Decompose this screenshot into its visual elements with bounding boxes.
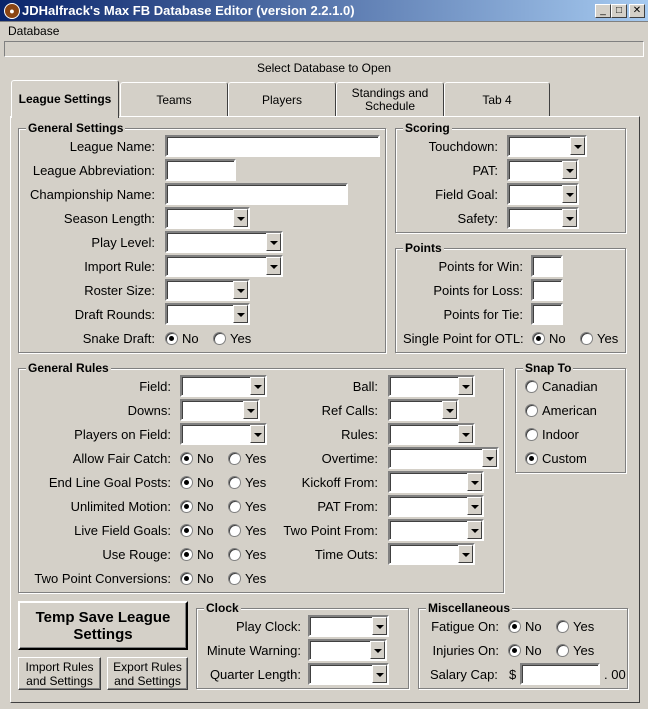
two-pt-from-label: Two Point From: xyxy=(283,523,378,538)
players-on-field-label: Players on Field: xyxy=(74,427,171,442)
use-rouge-no-label: No xyxy=(197,547,214,562)
menu-database[interactable]: Database xyxy=(8,24,60,38)
safety-select[interactable] xyxy=(507,207,579,229)
fair-catch-no-radio[interactable] xyxy=(180,452,193,465)
rules-select[interactable] xyxy=(388,423,475,445)
chevron-down-icon[interactable] xyxy=(250,425,265,443)
minute-warning-select[interactable] xyxy=(308,639,387,661)
season-length-select[interactable] xyxy=(165,207,250,229)
use-rouge-no-radio[interactable] xyxy=(180,548,193,561)
ref-calls-select[interactable] xyxy=(388,399,459,421)
otl-yes-label: Yes xyxy=(597,331,619,346)
ref-calls-label: Ref Calls: xyxy=(321,403,378,418)
quarter-length-select[interactable] xyxy=(308,663,389,685)
window-title: JDHalfrack's Max FB Database Editor (version 2.2.1.0) xyxy=(22,3,355,18)
snake-draft-yes-label: Yes xyxy=(230,331,252,346)
downs-select[interactable] xyxy=(180,399,260,421)
points-title: Points xyxy=(405,241,442,255)
fair-catch-label: Allow Fair Catch: xyxy=(72,451,171,466)
points-group xyxy=(395,241,626,353)
play-clock-label: Play Clock: xyxy=(235,619,301,634)
injuries-no-radio[interactable] xyxy=(508,644,521,657)
two-pt-conv-yes-label: Yes xyxy=(245,571,267,586)
roster-size-select[interactable] xyxy=(165,279,250,301)
league-name-input[interactable] xyxy=(165,135,380,157)
chevron-down-icon[interactable] xyxy=(250,377,265,395)
pat-from-label: PAT From: xyxy=(317,499,378,514)
kickoff-from-select[interactable] xyxy=(388,471,484,493)
app-football-icon[interactable]: ● xyxy=(4,3,20,19)
snap-to-group xyxy=(515,361,626,473)
otl-label: Single Point for OTL: xyxy=(403,331,524,346)
live-fg-yes-label: Yes xyxy=(245,523,267,538)
points-win-input[interactable] xyxy=(531,255,563,277)
import-rules-button[interactable]: Import Rules and Settings xyxy=(18,657,101,690)
import-rule-select[interactable] xyxy=(165,255,283,277)
field-select[interactable] xyxy=(180,375,267,397)
fatigue-yes-label: Yes xyxy=(573,619,595,634)
unlimited-motion-no-label: No xyxy=(197,499,214,514)
snap-custom-label: Custom xyxy=(542,451,587,466)
snap-custom-radio[interactable] xyxy=(525,452,538,465)
otl-no-radio[interactable] xyxy=(532,332,545,345)
pat-label: PAT: xyxy=(472,163,498,178)
points-loss-input[interactable] xyxy=(531,279,563,301)
points-tie-input[interactable] xyxy=(531,303,563,325)
chevron-down-icon[interactable] xyxy=(442,401,457,419)
live-fg-label: Live Field Goals: xyxy=(74,523,171,538)
chevron-down-icon[interactable] xyxy=(458,377,473,395)
touchdown-label: Touchdown: xyxy=(428,139,498,154)
scoring-title: Scoring xyxy=(405,121,450,135)
use-rouge-label: Use Rouge: xyxy=(102,547,171,562)
live-fg-yes-radio[interactable] xyxy=(228,524,241,537)
unlimited-motion-label: Unlimited Motion: xyxy=(70,499,171,514)
tab-standings-schedule[interactable]: Standings and Schedule xyxy=(336,82,444,117)
pat-select[interactable] xyxy=(507,159,579,181)
snake-draft-yes-radio[interactable] xyxy=(213,332,226,345)
chevron-down-icon[interactable] xyxy=(467,497,482,515)
chevron-down-icon[interactable] xyxy=(233,281,248,299)
chevron-down-icon[interactable] xyxy=(266,257,281,275)
otl-no-label: No xyxy=(549,331,566,346)
minute-warning-label: Minute Warning: xyxy=(206,643,301,658)
time-outs-label: Time Outs: xyxy=(314,547,378,562)
tab-players[interactable]: Players xyxy=(228,82,336,117)
snap-american-radio[interactable] xyxy=(525,404,538,417)
injuries-label: Injuries On: xyxy=(432,643,499,658)
play-level-label: Play Level: xyxy=(91,235,155,250)
miscellaneous-group xyxy=(418,601,628,689)
chevron-down-icon[interactable] xyxy=(570,137,585,155)
overtime-select[interactable] xyxy=(388,447,499,469)
downs-label: Downs: xyxy=(127,403,171,418)
chevron-down-icon[interactable] xyxy=(372,617,387,635)
points-loss-label: Points for Loss: xyxy=(433,283,523,298)
chevron-down-icon[interactable] xyxy=(562,185,577,203)
salary-cap-label: Salary Cap: xyxy=(430,667,498,682)
unlimited-motion-yes-label: Yes xyxy=(245,499,267,514)
progress-bar xyxy=(4,41,644,57)
fair-catch-yes-label: Yes xyxy=(245,451,267,466)
use-rouge-yes-label: Yes xyxy=(245,547,267,562)
dollar-sign: $ xyxy=(509,667,517,682)
minimize-button[interactable]: _ xyxy=(595,4,611,18)
fatigue-yes-radio[interactable] xyxy=(556,620,569,633)
draft-rounds-label: Draft Rounds: xyxy=(74,307,155,322)
season-length-label: Season Length: xyxy=(63,211,155,226)
salary-cents: . 00 xyxy=(604,667,626,682)
roster-size-label: Roster Size: xyxy=(84,283,155,298)
select-database-label: Select Database to Open xyxy=(256,61,392,75)
snake-draft-label: Snake Draft: xyxy=(82,331,155,346)
clock-title: Clock xyxy=(206,601,239,615)
two-pt-from-select[interactable] xyxy=(388,519,484,541)
unlimited-motion-no-radio[interactable] xyxy=(180,500,193,513)
fatigue-no-radio[interactable] xyxy=(508,620,521,633)
miscellaneous-title: Miscellaneous xyxy=(428,601,511,615)
pat-from-select[interactable] xyxy=(388,495,484,517)
chevron-down-icon[interactable] xyxy=(467,521,482,539)
general-settings-group xyxy=(18,121,386,353)
general-rules-title: General Rules xyxy=(28,361,109,375)
snake-draft-no-label: No xyxy=(182,331,199,346)
live-fg-no-label: No xyxy=(197,523,214,538)
tab-4[interactable]: Tab 4 xyxy=(444,82,550,117)
end-line-label: End Line Goal Posts: xyxy=(48,475,171,490)
chevron-down-icon[interactable] xyxy=(233,209,248,227)
live-fg-no-radio[interactable] xyxy=(180,524,193,537)
league-abbr-input[interactable] xyxy=(165,159,236,181)
championship-input[interactable] xyxy=(165,183,348,205)
chevron-down-icon[interactable] xyxy=(243,401,258,419)
overtime-label: Overtime: xyxy=(321,451,378,466)
chevron-down-icon[interactable] xyxy=(562,161,577,179)
snap-canadian-radio[interactable] xyxy=(525,380,538,393)
import-rule-label: Import Rule: xyxy=(84,259,155,274)
chevron-down-icon[interactable] xyxy=(266,233,281,251)
chevron-down-icon[interactable] xyxy=(458,425,473,443)
injuries-yes-label: Yes xyxy=(573,643,595,658)
two-pt-conv-label: Two Point Conversions: xyxy=(34,571,171,586)
field-goal-label: Field Goal: xyxy=(435,187,498,202)
chevron-down-icon[interactable] xyxy=(370,641,385,659)
ball-select[interactable] xyxy=(388,375,475,397)
chevron-down-icon[interactable] xyxy=(467,473,482,491)
injuries-no-label: No xyxy=(525,643,542,658)
two-pt-conv-no-label: No xyxy=(197,571,214,586)
ball-label: Ball: xyxy=(352,379,378,394)
unlimited-motion-yes-radio[interactable] xyxy=(228,500,241,513)
championship-label: Championship Name: xyxy=(29,187,155,202)
tab-league-settings[interactable]: League Settings xyxy=(11,80,119,118)
snap-to-title: Snap To xyxy=(525,361,572,375)
league-name-label: League Name: xyxy=(69,139,155,154)
end-line-no-radio[interactable] xyxy=(180,476,193,489)
use-rouge-yes-radio[interactable] xyxy=(228,548,241,561)
kickoff-from-label: Kickoff From: xyxy=(301,475,378,490)
snap-indoor-label: Indoor xyxy=(542,427,579,442)
export-rules-button[interactable]: Export Rules and Settings xyxy=(107,657,188,690)
fair-catch-yes-radio[interactable] xyxy=(228,452,241,465)
chevron-down-icon[interactable] xyxy=(562,209,577,227)
scoring-group xyxy=(395,121,626,233)
temp-save-button[interactable]: Temp Save League Settings xyxy=(18,601,188,650)
fair-catch-no-label: No xyxy=(197,451,214,466)
end-line-yes-radio[interactable] xyxy=(228,476,241,489)
points-win-label: Points for Win: xyxy=(438,259,523,274)
field-goal-select[interactable] xyxy=(507,183,579,205)
players-on-field-select[interactable] xyxy=(180,423,267,445)
otl-yes-radio[interactable] xyxy=(580,332,593,345)
fatigue-no-label: No xyxy=(525,619,542,634)
end-line-yes-label: Yes xyxy=(245,475,267,490)
points-tie-label: Points for Tie: xyxy=(443,307,523,322)
salary-cap-input[interactable] xyxy=(520,663,600,685)
fatigue-label: Fatigue On: xyxy=(431,619,499,634)
snake-draft-no-radio[interactable] xyxy=(165,332,178,345)
maximize-button[interactable]: □ xyxy=(611,4,627,18)
touchdown-select[interactable] xyxy=(507,135,587,157)
two-pt-conv-no-radio[interactable] xyxy=(180,572,193,585)
draft-rounds-select[interactable] xyxy=(165,303,250,325)
chevron-down-icon[interactable] xyxy=(233,305,248,323)
general-rules-group xyxy=(18,361,504,593)
snap-canadian-label: Canadian xyxy=(542,379,598,394)
play-level-select[interactable] xyxy=(165,231,283,253)
play-clock-select[interactable] xyxy=(308,615,389,637)
chevron-down-icon[interactable] xyxy=(482,449,497,467)
two-pt-conv-yes-radio[interactable] xyxy=(228,572,241,585)
end-line-no-label: No xyxy=(197,475,214,490)
field-label: Field: xyxy=(139,379,171,394)
snap-indoor-radio[interactable] xyxy=(525,428,538,441)
close-button[interactable]: ✕ xyxy=(629,4,645,18)
time-outs-select[interactable] xyxy=(388,543,475,565)
tab-teams[interactable]: Teams xyxy=(120,82,228,117)
chevron-down-icon[interactable] xyxy=(458,545,473,563)
chevron-down-icon[interactable] xyxy=(372,665,387,683)
quarter-length-label: Quarter Length: xyxy=(209,667,301,682)
general-settings-title: General Settings xyxy=(28,121,124,135)
clock-group xyxy=(196,601,409,689)
safety-label: Safety: xyxy=(457,211,498,226)
league-abbr-label: League Abbreviation: xyxy=(32,163,155,178)
snap-american-label: American xyxy=(542,403,597,418)
injuries-yes-radio[interactable] xyxy=(556,644,569,657)
rules-label: Rules: xyxy=(341,427,378,442)
